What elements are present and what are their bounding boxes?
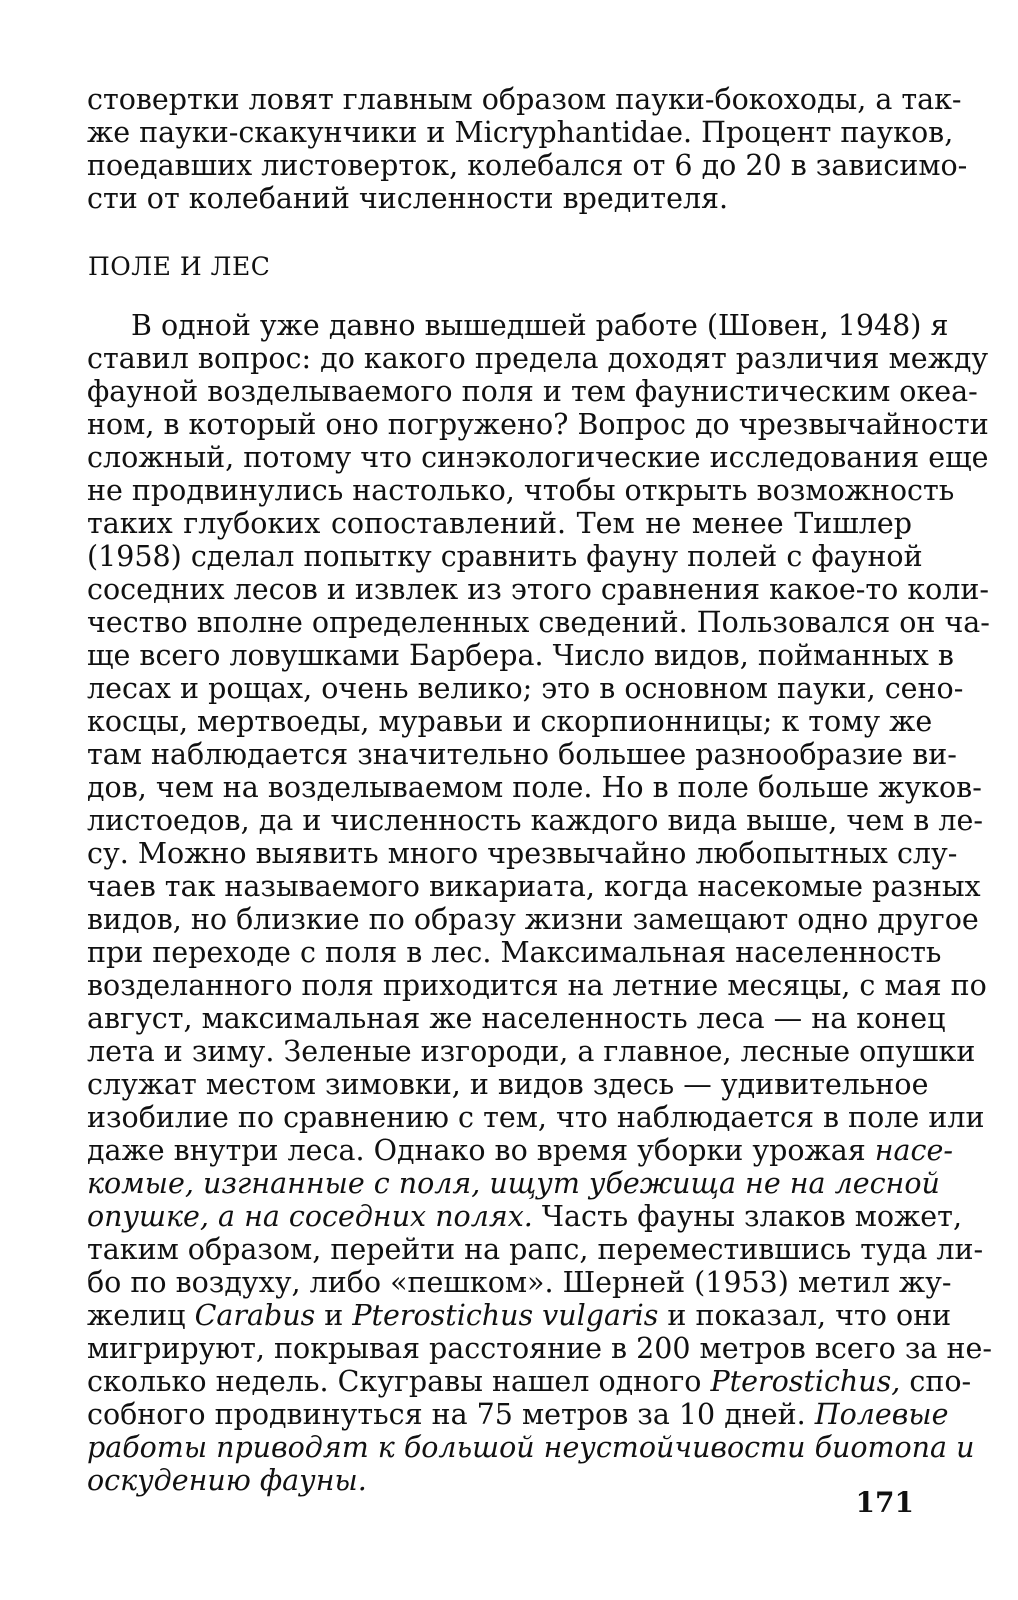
italic-span: Полевые — [814, 1398, 949, 1431]
text-line — [87, 1365, 972, 1399]
text-line: чаев так называемого викариата, когда насекомые разных — [87, 870, 981, 903]
text-line: таких глубоких сопоставлений. Тем не менее Тишлер — [87, 507, 912, 540]
text-line: дов, чем на возделываемом поле. Но в поле больше жуков- — [87, 771, 982, 804]
text-line: видов, но близкие по образу жизни замещают одно другое — [87, 903, 979, 936]
italic-span: опушке, а на соседних полях. — [87, 1200, 533, 1233]
text-line: возделанного поля приходится на летние месяцы, с мая по — [87, 969, 987, 1002]
text-line: косцы, мертвоеды, муравьи и скорпионницы; к тому же — [87, 705, 933, 738]
text-line: оскудению фауны. — [87, 1464, 367, 1497]
text-line: лесах и рощах, очень велико; это в основном пауки, сено- — [87, 672, 964, 705]
text-line: мигрируют, покрывая расстояние в 200 метров всего за не- — [87, 1332, 992, 1365]
text-line: сложный, потому что синэкологические исследования еще — [87, 441, 989, 474]
text-line: фауной возделываемого поля и тем фаунистическим океа- — [87, 375, 978, 408]
text-span: собного продвинуться на 75 метров за 10 дней. — [87, 1398, 815, 1431]
text-line: таким образом, перейти на рапс, переместившись туда ли- — [87, 1233, 984, 1266]
text-span: желиц — [87, 1299, 195, 1332]
italic-span: насе- — [874, 1134, 954, 1167]
text-line: лета и зиму. Зеленые изгороди, а главное, лесные опушки — [87, 1035, 976, 1068]
text-span: даже внутри леса. Однако во время уборки урожая — [87, 1134, 875, 1167]
page-number: 171 — [855, 1486, 914, 1519]
text-line: стовертки ловят главным образом пауки-бокоходы, а так- — [87, 83, 962, 116]
italic-span: Carabus — [194, 1299, 316, 1332]
italic-span: Pterostichus vulgaris — [352, 1299, 659, 1332]
text-line: чество вполне определенных сведений. Пользовался он ча- — [87, 606, 990, 639]
text-line: листоедов, да и численность каждого вида выше, чем в ле- — [87, 804, 983, 837]
text-line — [87, 1299, 952, 1333]
text-line — [87, 1398, 949, 1432]
text-line: (1958) сделал попытку сравнить фауну полей с фауной — [87, 540, 923, 573]
text-span: и показал, что они — [658, 1299, 952, 1332]
text-line: соседних лесов и извлек из этого сравнения какое-то коли- — [87, 573, 990, 606]
text-line: изобилие по сравнению с тем, что наблюдается в поле или — [87, 1101, 985, 1134]
text-line: комые, изгнанные с поля, ищут убежища не на лесной — [87, 1167, 940, 1200]
text-line — [87, 1134, 954, 1168]
text-line: же пауки-скакунчики и Micryphantidae. Процент пауков, — [87, 116, 954, 149]
text-line: поедавших листоверток, колебался от 6 до 20 в зависимо- — [87, 149, 968, 182]
text-line — [87, 1200, 963, 1234]
text-line: В одной уже давно вышедшей работе (Шовен, 1948) я — [131, 309, 949, 342]
text-line: работы приводят к большой неустойчивости биотопа и — [87, 1431, 975, 1464]
text-line: ставил вопрос: до какого предела доходят различия между — [87, 342, 989, 375]
text-span: и — [315, 1299, 353, 1332]
text-span: Часть фауны злаков может, — [532, 1200, 963, 1233]
text-line: бо по воздуху, либо «пешком». Шерней (1953) метил жу- — [87, 1266, 952, 1299]
text-line: су. Можно выявить много чрезвычайно любопытных слу- — [87, 837, 958, 870]
text-line: служат местом зимовки, и видов здесь — удивительное — [87, 1068, 929, 1101]
italic-span: Pterostichus, — [710, 1365, 901, 1398]
text-line: сти от колебаний численности вредителя. — [87, 182, 729, 215]
text-line: не продвинулись настолько, чтобы открыть возможность — [87, 474, 955, 507]
text-span: спо- — [900, 1365, 972, 1398]
text-span: сколько недель. Скугравы нашел одного — [87, 1365, 711, 1398]
section-heading: ПОЛЕ И ЛЕС — [88, 252, 271, 281]
text-line: там наблюдается значительно большее разнообразие ви- — [87, 738, 957, 771]
text-line: при переходе с поля в лес. Максимальная населенность — [87, 936, 942, 969]
text-line: ще всего ловушками Барбера. Число видов, пойманных в — [87, 639, 954, 672]
text-line: ном, в который оно погружено? Вопрос до чрезвычайности — [87, 408, 989, 441]
text-line: август, максимальная же населенность леса — на конец — [87, 1002, 946, 1035]
